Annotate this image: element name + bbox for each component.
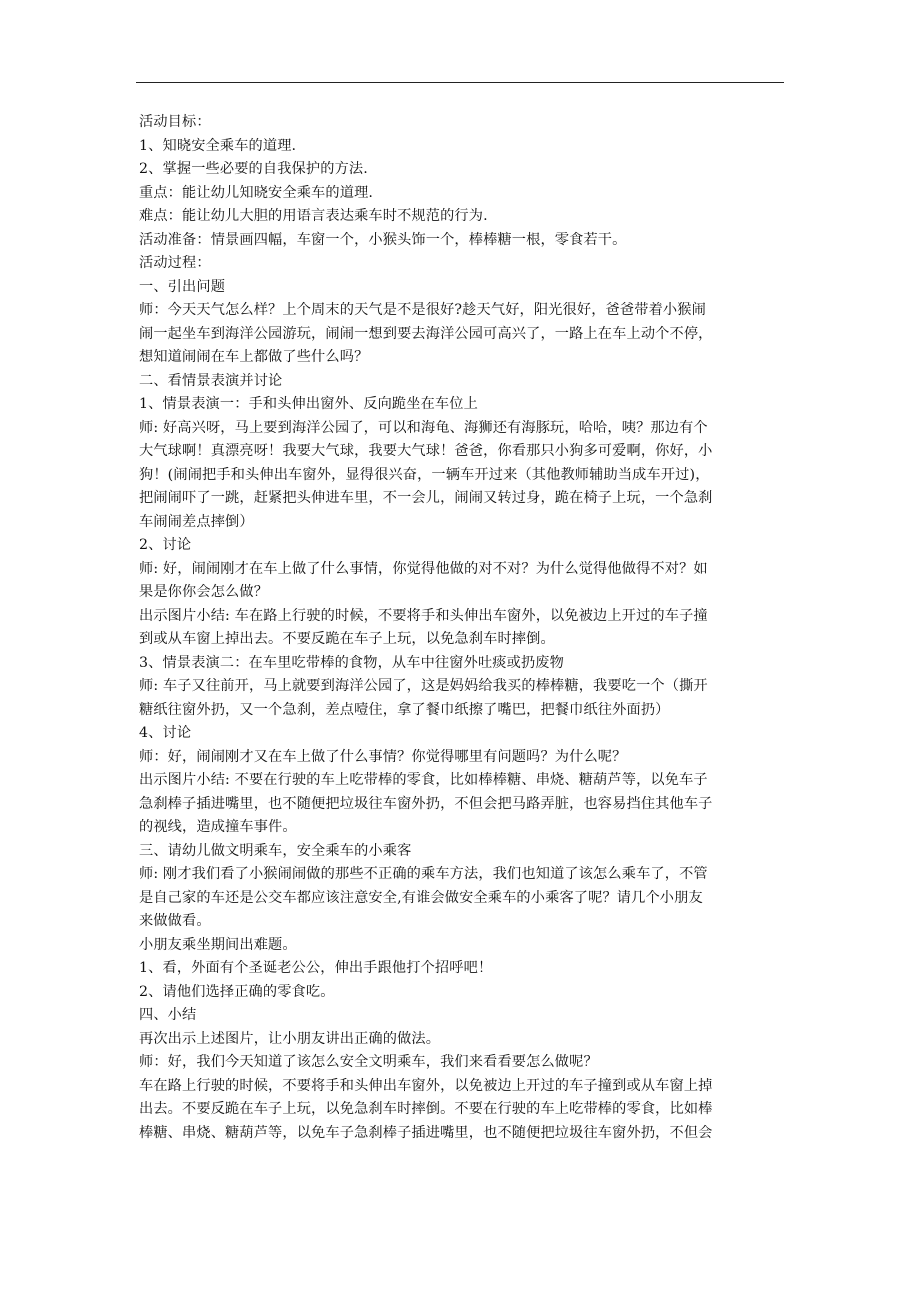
text-line: 糖纸往窗外扔，又一个急刹，差点噎住，拿了餐巾纸擦了嘴巴，把餐巾纸往外面扔） [139,701,670,718]
text-line: 车闹闹差点摔倒） [139,513,254,530]
text-line: 活动准备：情景画四幅，车窗一个，小猴头饰一个，棒棒糖一根，零食若干。 [139,231,627,248]
text-line: 师: 好高兴呀，马上要到海洋公园了，可以和海龟、海狮还有海豚玩，哈哈，咦？那边有个 [139,419,708,436]
text-line: 棒糖、串烧、糖葫芦等，以免车子急刹棒子插进嘴里，也不随便把垃圾往车窗外扔，不但会 [139,1124,713,1141]
header-rule [136,82,784,83]
text-line: 到或从车窗上掉出去。不要反跪在车子上玩，以免急刹车时摔倒。 [139,631,555,647]
text-line: 急刹棒子插进嘴里，也不随便把垃圾往车窗外扔，不但会把马路弄脏，也容易挡住其他车子 [139,795,713,812]
text-line: 师：好，我们今天知道了该怎么安全文明乘车，我们来看看要怎么做呢？ [139,1054,598,1070]
text-line: 是自己家的车还是公交车都应该注意安全,有谁会做安全乘车的小乘客了呢？请几个小朋友 [139,889,703,906]
text-line: 师: 好，闹闹刚才在车上做了什么事情，你觉得他做的对不对？为什么觉得他做得不对？如 [139,560,708,577]
text-line: 出示图片小结: 车在路上行驶的时候，不要将手和头伸出车窗外，以免被边上开过的车子撞 [139,607,708,624]
text-line: 2、请他们选择正确的零食吃。 [139,983,335,1000]
text-line: 狗！(闹闹把手和头伸出车窗外，显得很兴奋，一辆车开过来（其他教师辅助当成车开过)， [139,466,710,483]
text-line: 小朋友乘坐期间出难题。 [139,936,297,953]
text-line: 1、看，外面有个圣诞老公公，伸出手跟他打个招呼吧！ [139,960,493,976]
text-line: 果是你你会怎么做？ [139,584,269,600]
text-line: 重点：能让幼儿知晓安全乘车的道理. [139,184,374,201]
text-line: 1、知晓安全乘车的道理. [139,137,297,154]
text-line: 把闹闹吓了一跳，赶紧把头伸进车里，不一会儿，闹闹又转过身，跪在椅子上玩，一个急刹 [139,490,713,506]
text-line: 三、请幼儿做文明乘车，安全乘车的小乘客 [139,842,412,859]
text-line: 师：今天天气怎么样？上个周末的天气是不是很好?趁天气好，阳光很好，爸爸带着小猴闹 [139,302,706,318]
text-line: 四、小结 [139,1007,197,1023]
text-line: 再次出示上述图片，让小朋友讲出正确的做法。 [139,1030,441,1047]
text-line: 一、引出问题 [139,278,226,295]
text-line: 师: 车子又往前开，马上就要到海洋公园了，这是妈妈给我买的棒棒糖，我要吃一个（撕开 [139,678,708,694]
text-line: 大气球啊！真漂亮呀！我要大气球，我要大气球！爸爸，你看那只小狗多可爱啊，你好，小 [139,443,713,459]
text-line: 来做做看。 [139,913,211,929]
text-line: 想知道闹闹在车上都做了些什么吗？ [139,349,369,365]
text-line: 3、情景表演二：在车里吃带棒的食物，从车中往窗外吐痰或扔废物 [139,654,564,671]
text-line: 师: 刚才我们看了小猴闹闹做的那些不正确的乘车方法，我们也知道了该怎么乘车了，不管 [139,866,708,882]
text-line: 2、讨论 [139,537,192,553]
text-line: 2、掌握一些必要的自我保护的方法. [139,161,368,177]
text-line: 的视线，造成撞车事件。 [139,819,297,835]
text-line: 活动目标： [139,114,211,130]
text-line: 车在路上行驶的时候，不要将手和头伸出车窗外，以免被边上开过的车子撞到或从车窗上掉 [139,1077,713,1094]
text-line: 闹一起坐车到海洋公园游玩，闹闹一想到要去海洋公园可高兴了，一路上在车上动个不停， [139,325,713,342]
text-line: 难点：能让幼儿大胆的用语言表达乘车时不规范的行为. [139,208,488,224]
text-line: 4、讨论 [139,725,192,741]
text-line: 活动过程： [139,255,211,271]
text-line: 师：好，闹闹刚才又在车上做了什么事情？你觉得哪里有问题吗？为什么呢？ [139,748,627,765]
text-line: 出去。不要反跪在车子上玩，以免急刹车时摔倒。不要在行驶的车上吃带棒的零食，比如棒 [139,1101,713,1117]
text-line: 出示图片小结: 不要在行驶的车上吃带棒的零食，比如棒棒糖、串烧、糖葫芦等，以免车子 [139,772,708,788]
document-body [139,111,787,1145]
text-line: 二、看情景表演并讨论 [139,372,283,389]
text-line: 1、情景表演一：手和头伸出窗外、反向跪坐在车位上 [139,396,478,412]
